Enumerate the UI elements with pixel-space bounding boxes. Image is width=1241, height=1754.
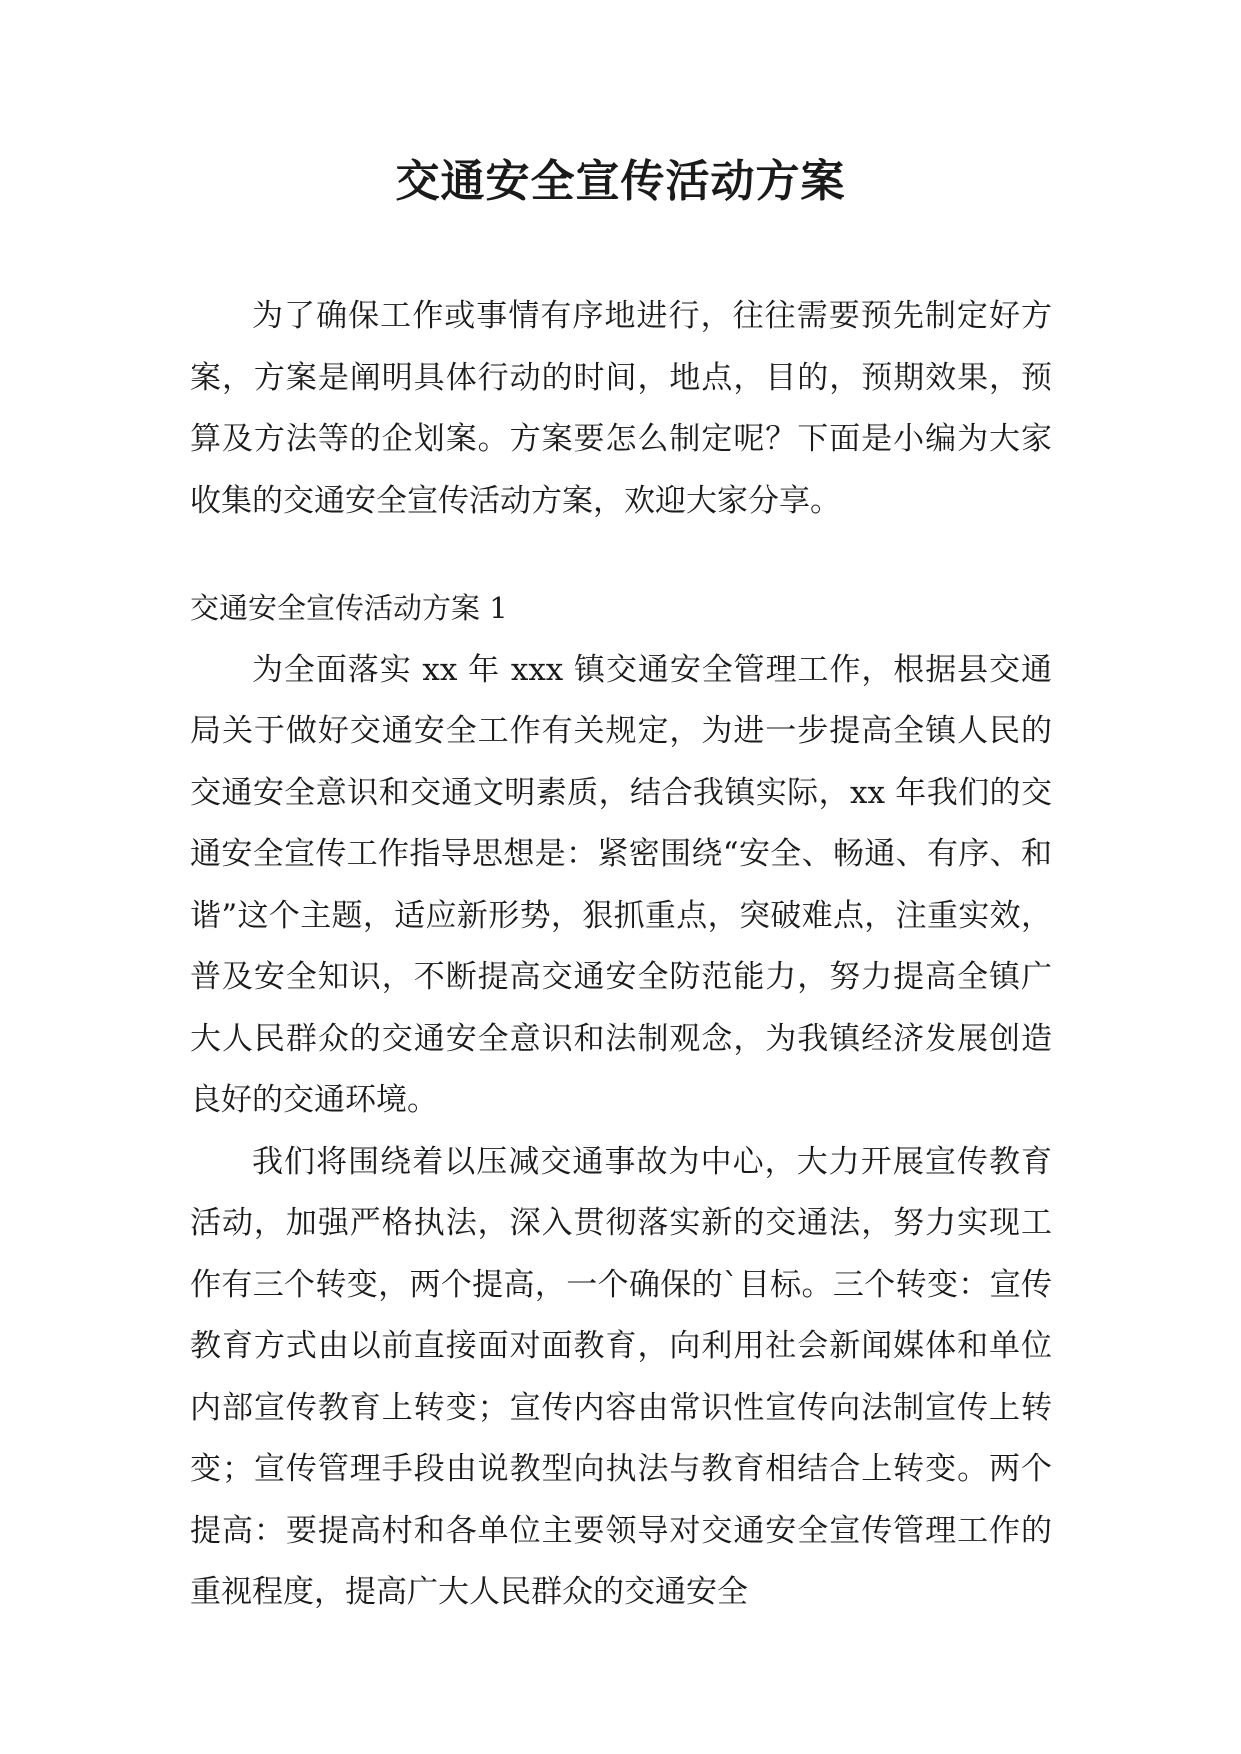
body-paragraph-2: 我们将围绕着以压减交通事故为中心，大力开展宣传教育活动，加强严格执法，深入贯彻落实新的交通法，努力实现工作有三个转变，两个提高，一个确保的`目标。三个转变：宣传教育方式由以前直接面对面教育，向利用社会新闻媒体和单位内部宣传教育上转变；宣传内容由常识性宣传向法制宣传上转变；宣传管理手段由说教型向执法与教育相结合上转变。两个提高：要提高村和各单位主要领导对交通安全宣传管理工作的重视程度，提高广大人民群众的交通安全: [190, 1143, 1052, 1610]
section-heading: 交通安全宣传活动方案 1: [190, 591, 508, 625]
body-paragraph-1: 为全面落实 xx 年 xxx 镇交通安全管理工作，根据县交通局关于做好交通安全工作有关规定，为进一步提高全镇人民的交通安全意识和交通文明素质，结合我镇实际，xx 年我们的交通安全宣传工作指导思想是：紧密围绕“安全、畅通、有序、和谐”这个主题，适应新形势，狠抓重点，突破难点，注重实效，普及安全知识，不断提高交通安全防范能力，努力提高全镇广大人民群众的交通安全意识和法制观念，为我镇经济发展创造良好的交通环境。: [190, 651, 1052, 1118]
intro-block: [190, 286, 1052, 532]
intro-paragraph: 为了确保工作或事情有序地进行，往往需要预先制定好方案，方案是阐明具体行动的时间，地点，目的，预期效果，预算及方法等的企划案。方案要怎么制定呢？下面是小编为大家收集的交通安全宣传活动方案，欢迎大家分享。: [190, 298, 1052, 519]
document-title: 交通安全宣传活动方案: [395, 156, 846, 207]
section-body: [190, 640, 1052, 1624]
section-1: [190, 578, 1052, 1624]
